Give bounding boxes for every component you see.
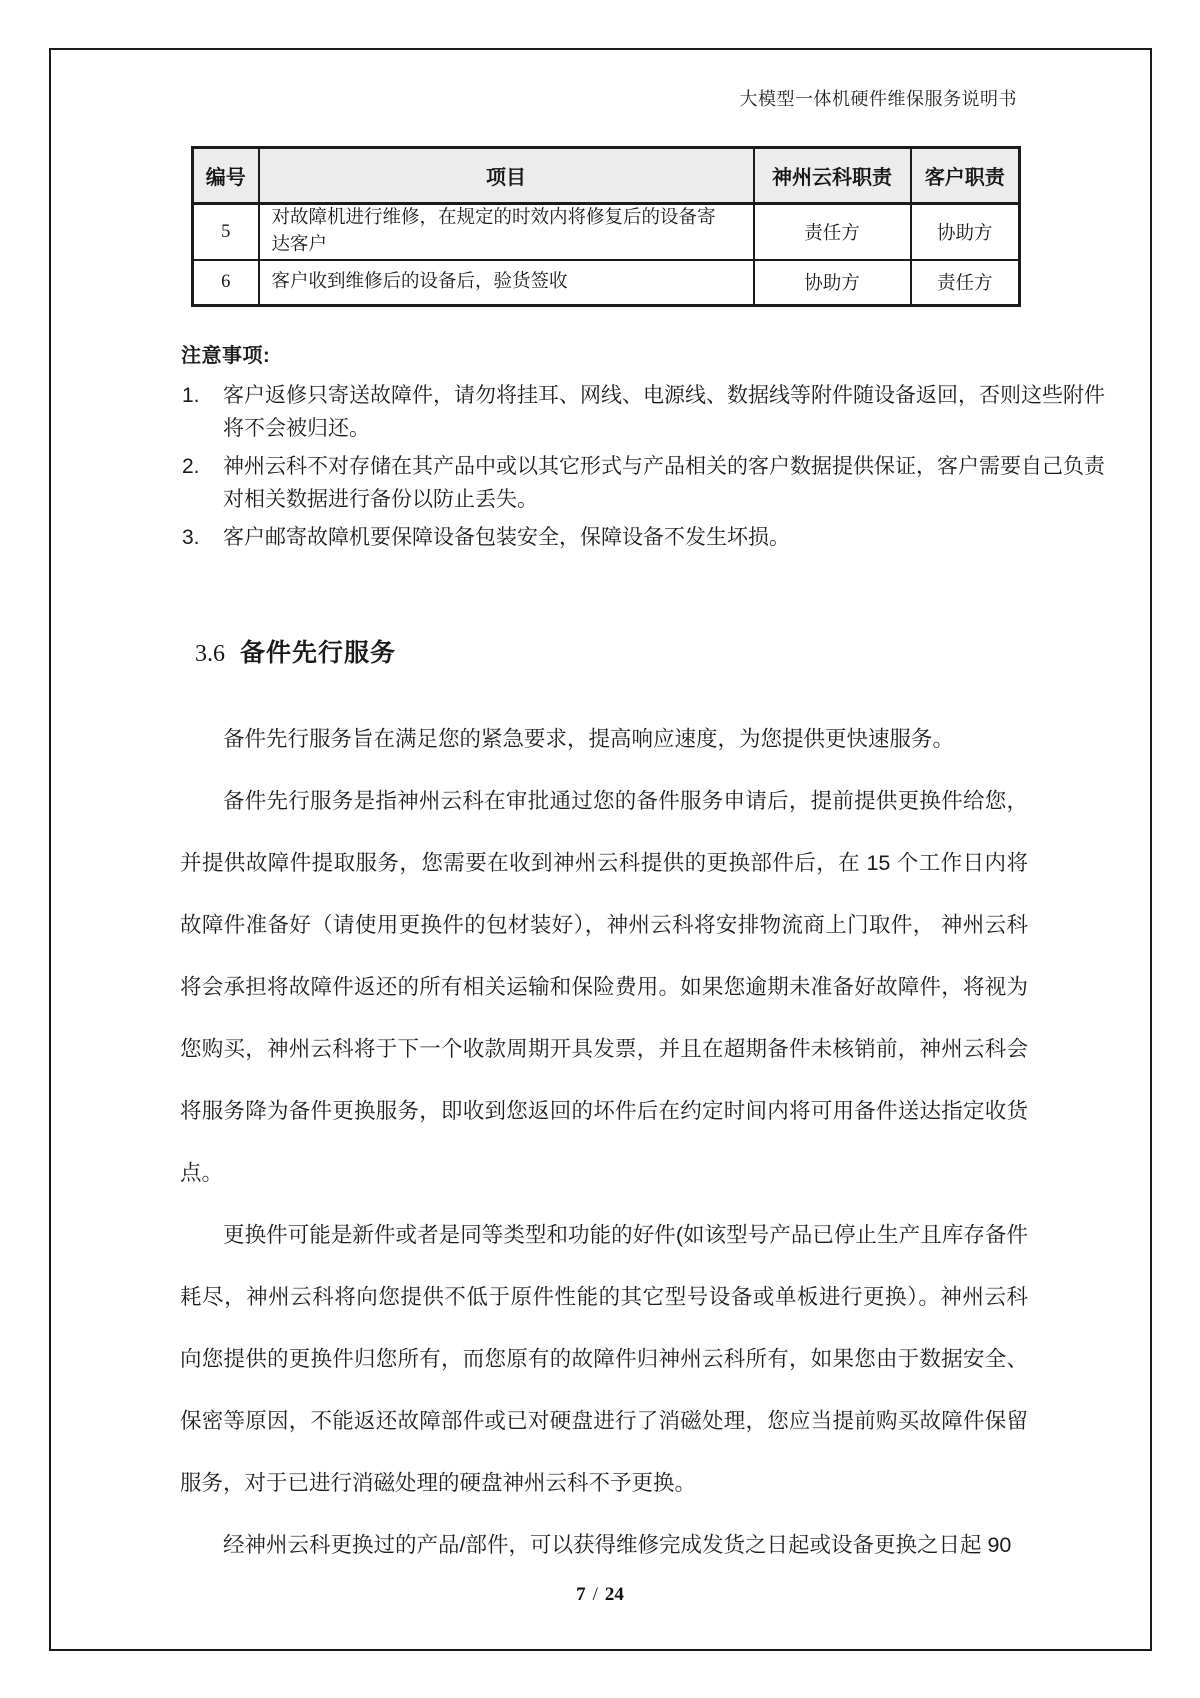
row-item-text: 对故障机进行维修，在规定的时效内将修复后的设备寄达客户 xyxy=(259,204,754,261)
row-item-text: 客户收到维修后的设备后，验货签收 xyxy=(259,260,754,305)
column-header-vendor-role: 神州云科职责 xyxy=(754,148,911,204)
table-row xyxy=(193,260,1020,305)
responsibility-table xyxy=(191,146,1021,307)
column-header-customer-role: 客户职责 xyxy=(911,148,1020,204)
section-heading xyxy=(195,633,396,669)
page-number-current: 7 xyxy=(576,1584,586,1605)
section-number: 3.6 xyxy=(195,641,225,667)
notes-section xyxy=(181,344,1105,559)
note-text: 客户邮寄故障机要保障设备包装安全，保障设备不发生坏损。 xyxy=(223,526,790,549)
note-number: 3. xyxy=(182,526,200,549)
column-header-number: 编号 xyxy=(193,148,259,204)
note-number: 2. xyxy=(182,455,200,478)
table-header-row xyxy=(193,148,1020,204)
table-row xyxy=(193,204,1020,261)
notes-list xyxy=(181,379,1105,554)
note-text: 客户返修只寄送故障件，请勿将挂耳、网线、电源线、数据线等附件随设备返回，否则这些附件将不会被归还。 xyxy=(223,384,1105,440)
page-number-separator: / xyxy=(592,1584,598,1605)
page-number-total: 24 xyxy=(604,1584,624,1605)
row-customer-role: 协助方 xyxy=(911,204,1020,261)
section-title: 备件先行服务 xyxy=(240,639,397,667)
row-number: 5 xyxy=(193,204,259,261)
note-item xyxy=(181,450,1105,516)
row-vendor-role: 协助方 xyxy=(754,260,911,305)
note-text: 神州云科不对存储在其产品中或以其它形式与产品相关的客户数据提供保证，客户需要自己负责对相关数据进行备份以防止丢失。 xyxy=(223,455,1105,511)
row-customer-role: 责任方 xyxy=(911,260,1020,305)
paragraph: 更换件可能是新件或者是同等类型和功能的好件(如该型号产品已停止生产且库存备件耗尽，神州云科将向您提供不低于原件性能的其它型号设备或单板进行更换）。神州云科向您提供的更换件归您所有，而您原有的故障件归神州云科所有，如果您由于数据安全、保密等原因，不能返还故障部件或已对硬盘进行了消磁处理，您应当提前购买故障件保留服务，对于已进行消磁处理的硬盘神州云科不予更换。 xyxy=(180,1223,1028,1495)
notes-title: 注意事项: xyxy=(181,345,271,367)
note-number: 1. xyxy=(182,384,200,407)
row-number: 6 xyxy=(193,260,259,305)
document-header-title: 大模型一体机硬件维保服务说明书 xyxy=(739,89,1017,109)
paragraph: 经神州云科更换过的产品/部件，可以获得维修完成发货之日起或设备更换之日起 90 xyxy=(223,1533,1012,1557)
page-footer xyxy=(0,1584,1200,1606)
paragraph: 备件先行服务旨在满足您的紧急要求，提高响应速度，为您提供更快速服务。 xyxy=(223,727,955,751)
column-header-item: 项目 xyxy=(259,148,754,204)
note-item xyxy=(181,521,1105,554)
body-paragraphs xyxy=(180,708,1028,1576)
paragraph: 备件先行服务是指神州云科在审批通过您的备件服务申请后，提前提供更换件给您，并提供故障件提取服务，您需要在收到神州云科提供的更换部件后，在 15 个工作日内将故障件准备好（请使用更换件的包材装好），神州云科将安排物流商上门取件， 神州云科将会承担将故障件返还的所有相关运输和保险费用。如果您逾期未准备好故障件，将视为您购买，神州云科将于下一个收款周期开具发票，并且在超期备件未核销前，神州云科会将服务降为备件更换服务，即收到您返回的坏件后在约定时间内将可用备件送达指定收货点。 xyxy=(180,789,1028,1185)
row-vendor-role: 责任方 xyxy=(754,204,911,261)
note-item xyxy=(181,379,1105,445)
